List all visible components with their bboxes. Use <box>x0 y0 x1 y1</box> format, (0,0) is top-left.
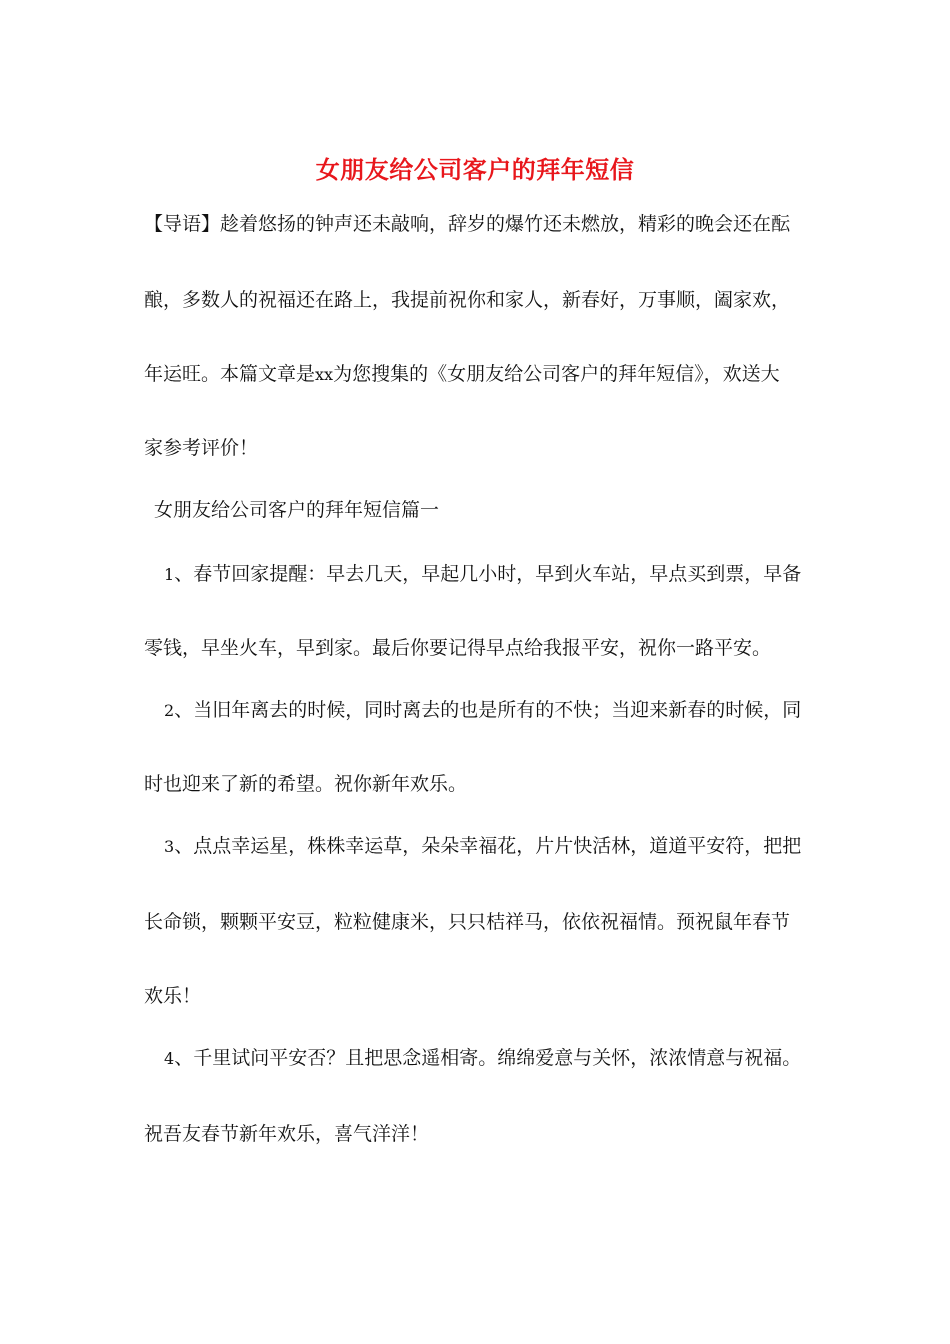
list-item-3-number: 3 <box>164 837 175 856</box>
list-item-3-line-2: 长命锁，颗颗平安豆，粒粒健康米，只只桔祥马，依依祝福情。预祝鼠年春节 <box>144 911 791 933</box>
section-title: 女朋友给公司客户的拜年短信篇一 <box>154 499 440 521</box>
list-item-1-number: 1 <box>164 565 175 584</box>
list-item-3-line-1 <box>164 834 801 859</box>
document-title: 女朋友给公司客户的拜年短信 <box>315 155 635 184</box>
list-item-1-line-2: 零钱，早坐火车，早到家。最后你要记得早点给我报平安，祝你一路平安。 <box>144 637 772 659</box>
intro-line-2: 酿，多数人的祝福还在路上，我提前祝你和家人，新春好，万事顺，阖家欢， <box>144 289 791 311</box>
list-item-4-line-2: 祝吾友春节新年欢乐，喜气洋洋！ <box>144 1123 430 1145</box>
intro-line-4: 家参考评价！ <box>144 437 259 459</box>
list-item-2-text: 、当旧年离去的时候，同时离去的也是所有的不快；当迎来新春的时候，同 <box>174 699 802 721</box>
list-item-4-line-1 <box>164 1046 801 1071</box>
list-item-4-number: 4 <box>164 1049 175 1068</box>
list-item-4-text: 、千里试问平安否？且把思念遥相寄。绵绵爱意与关怀，浓浓情意与祝福。 <box>174 1047 802 1069</box>
intro-placeholder-xx: xx <box>315 365 334 384</box>
intro-line-3 <box>144 362 780 387</box>
list-item-1-text: 、春节回家提醒：早去几天，早起几小时，早到火车站，早点买到票，早备 <box>174 563 802 585</box>
list-item-3-line-3: 欢乐！ <box>144 985 202 1007</box>
intro-line-3-end: 为您搜集的《女朋友给公司客户的拜年短信》，欢送大 <box>333 363 780 385</box>
list-item-3-text: 、点点幸运星，株株幸运草，朵朵幸福花，片片快活林，道道平安符，把把 <box>174 835 802 857</box>
list-item-2-number: 2 <box>164 701 175 720</box>
list-item-2-line-1 <box>164 698 801 723</box>
list-item-1-line-1 <box>164 562 801 587</box>
intro-line-3-start: 年运旺。本篇文章是 <box>144 363 316 385</box>
list-item-2-line-2: 时也迎来了新的希望。祝你新年欢乐。 <box>144 773 468 795</box>
intro-line-1: 【导语】趁着悠扬的钟声还未敲响，辞岁的爆竹还未燃放，精彩的晚会还在酝 <box>144 213 791 235</box>
